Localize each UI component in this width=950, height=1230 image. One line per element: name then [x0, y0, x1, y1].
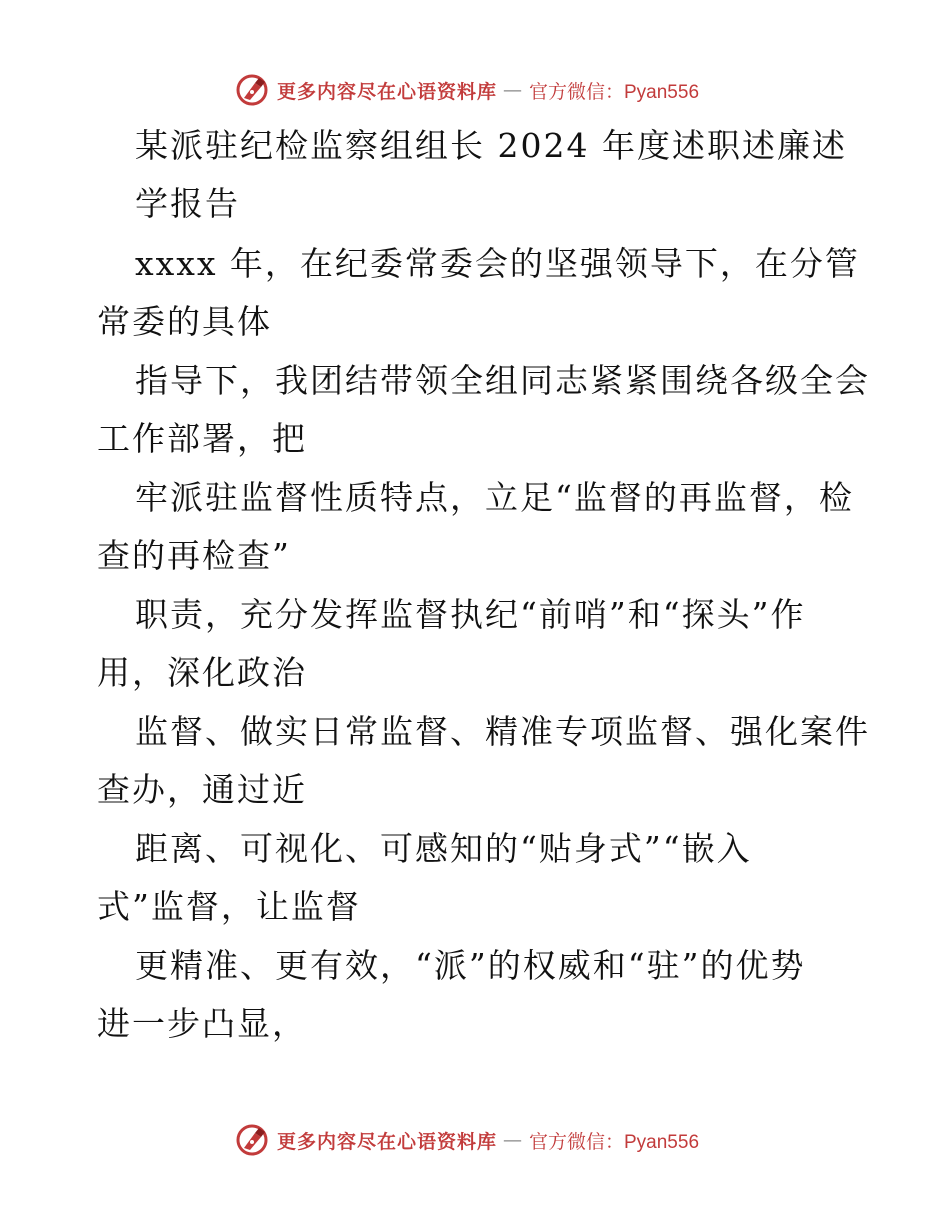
- paragraph-line: 更精准、更有效，“派”的权威和“驻”的优势: [135, 946, 806, 985]
- paragraph-line: xxxx 年，在纪委常委会的坚强领导下，在分管: [135, 244, 860, 283]
- paragraph-line: 查办，通过近: [97, 770, 307, 809]
- paragraph-line: 工作部署，把: [97, 419, 307, 458]
- header-site-text: 更多内容尽在心语资料库: [276, 80, 497, 103]
- footer-wechat-text: 官方微信：Pyan556: [529, 1131, 700, 1153]
- paragraph-line: 进一步凸显，: [97, 1004, 307, 1043]
- footer-banner-content: [235, 1123, 699, 1157]
- footer-banner: [0, 1120, 950, 1160]
- paragraph-line: 常委的具体: [97, 302, 272, 341]
- footer-dash: —: [503, 1129, 523, 1151]
- paragraph-line: 牢派驻监督性质特点，立足“监督的再监督，检: [135, 478, 854, 517]
- footer-site-text: 更多内容尽在心语资料库: [276, 1130, 497, 1153]
- paragraph-line: 查的再检查”: [97, 536, 291, 575]
- paragraph-line: 式”监督，让监督: [97, 887, 361, 926]
- pen-nib-logo-icon: [235, 1123, 271, 1157]
- header-dash: —: [503, 79, 523, 101]
- document-title-line-2: 学报告: [135, 184, 240, 223]
- paragraph-line: 监督、做实日常监督、精准专项监督、强化案件: [135, 712, 870, 751]
- paragraph-line: 指导下，我团结带领全组同志紧紧围绕各级全会: [135, 361, 870, 400]
- paragraph-line: 职责，充分发挥监督执纪“前哨”和“探头”作: [135, 595, 806, 634]
- header-wechat-text: 官方微信：Pyan556: [529, 81, 700, 103]
- paragraph-line: 距离、可视化、可感知的“贴身式”“嵌入: [135, 829, 752, 868]
- paragraph-line: 用，深化政治: [97, 653, 307, 692]
- document-title-line-1: 某派驻纪检监察组组长 2024 年度述职述廉述: [135, 126, 847, 165]
